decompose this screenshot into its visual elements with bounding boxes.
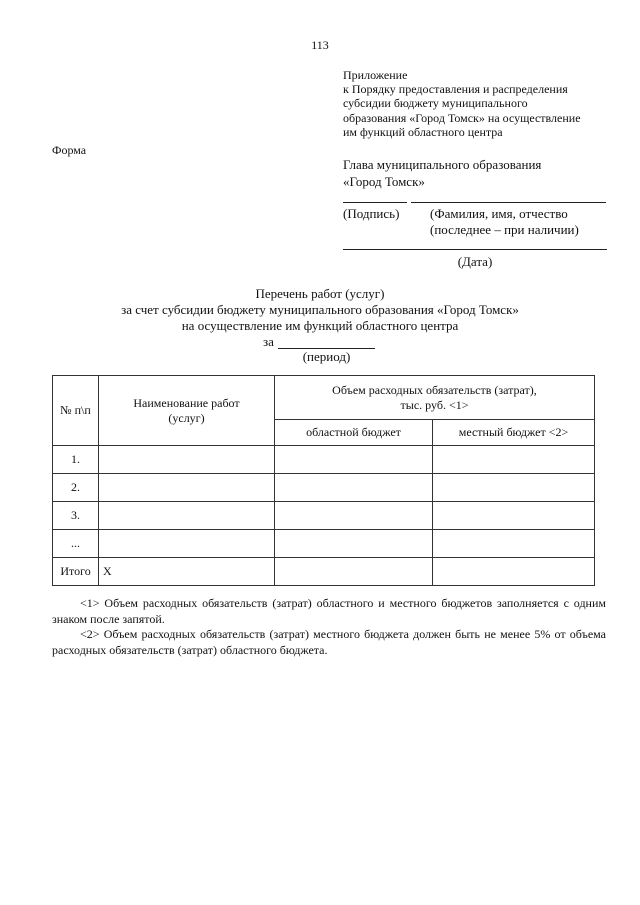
appendix-line: Приложение — [343, 68, 408, 82]
table-row — [53, 474, 595, 502]
total-local-cell — [433, 558, 595, 586]
header-regional-budget: областной бюджет — [275, 420, 433, 446]
signature-label: (Подпись) — [343, 206, 400, 221]
header-name — [99, 376, 275, 446]
row-regional-cell — [275, 474, 433, 502]
period-prefix: за — [263, 334, 274, 349]
row-name-cell — [99, 530, 275, 558]
header-volume-line-1: Объем расходных обязательств (затрат), — [332, 382, 537, 397]
table-row — [53, 446, 595, 474]
form-label: Форма — [52, 143, 87, 157]
header-volume — [275, 376, 595, 420]
row-local-cell — [433, 446, 595, 474]
row-name-cell — [99, 446, 275, 474]
row-local-cell — [433, 530, 595, 558]
appendix-line: им функций областного центра — [343, 124, 503, 139]
head-line-1: Глава муниципального образования — [343, 157, 542, 172]
row-local-cell — [433, 474, 595, 502]
row-number: ... — [53, 530, 99, 558]
name-label-1: (Фамилия, имя, отчество — [430, 206, 568, 221]
total-label: Итого — [53, 558, 99, 586]
table-row — [53, 502, 595, 530]
appendix-block — [343, 68, 613, 139]
footnotes — [52, 596, 606, 658]
row-regional-cell — [275, 502, 433, 530]
footnote-1: <1> Объем расходных обязательств (затрат) областного и местного бюджетов заполняется с одним знаком после запятой. — [52, 596, 606, 626]
header-num: № п\п — [53, 376, 99, 446]
page-number: 113 — [311, 38, 329, 52]
row-number: 2. — [53, 474, 99, 502]
row-regional-cell — [275, 446, 433, 474]
header-name-line-1: Наименование работ — [133, 395, 240, 410]
row-name-cell — [99, 474, 275, 502]
name-label-2: (последнее – при наличии) — [430, 222, 579, 237]
footnote-2: <2> Объем расходных обязательств (затрат) местного бюджета должен быть не менее 5% от объема расходных обязательств (затрат) областного бюджета. — [52, 627, 606, 657]
row-number: 1. — [53, 446, 99, 474]
head-title — [343, 156, 613, 190]
header-name-line-2: (услуг) — [168, 410, 205, 425]
signature-line — [343, 202, 407, 203]
row-regional-cell — [275, 530, 433, 558]
document-subtitle-1: за счет субсидии бюджету муниципального образования «Город Томск» — [121, 302, 519, 317]
appendix-line: образования «Город Томск» на осуществление — [343, 110, 581, 125]
date-line — [343, 249, 607, 250]
row-number: 3. — [53, 502, 99, 530]
name-line — [411, 202, 606, 203]
period-label: (период) — [302, 349, 351, 364]
head-line-2: «Город Томск» — [343, 174, 425, 189]
document-title: Перечень работ (услуг) — [255, 286, 385, 301]
total-mark: X — [99, 558, 275, 586]
row-local-cell — [433, 502, 595, 530]
row-name-cell — [99, 502, 275, 530]
table-row — [53, 530, 595, 558]
appendix-line: субсидии бюджету муниципального — [343, 96, 528, 111]
appendix-line: к Порядку предоставления и распределения — [343, 82, 568, 97]
total-row — [53, 558, 595, 586]
date-label: (Дата) — [457, 254, 493, 269]
total-regional-cell — [275, 558, 433, 586]
works-table — [52, 375, 595, 586]
document-subtitle-2: на осуществление им функций областного центра — [181, 318, 459, 333]
header-local-budget: местный бюджет <2> — [433, 420, 595, 446]
header-volume-line-2: тыс. руб. <1> — [400, 397, 469, 412]
